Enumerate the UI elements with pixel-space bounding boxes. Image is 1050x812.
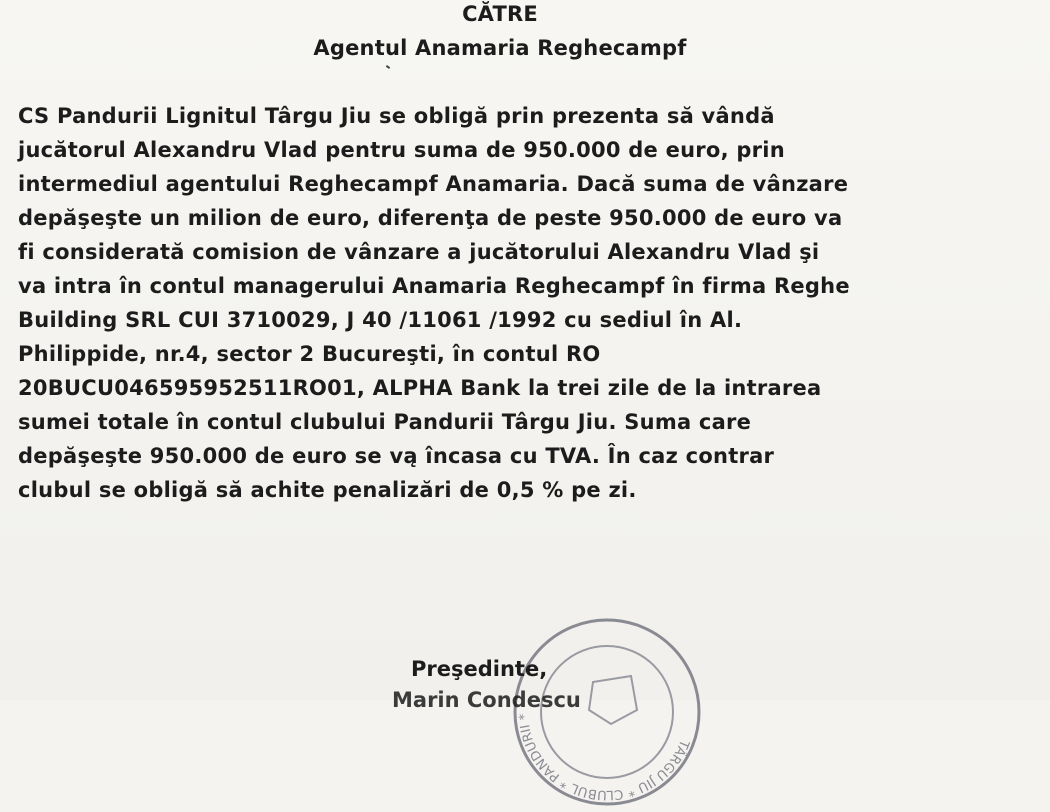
contract-body (18, 99, 1028, 507)
body-line: sumei totale în contul clubului Pandurii Târgu Jiu. Suma care (18, 410, 752, 434)
body-line: CS Pandurii Lignitul Târgu Jiu se obligă prin prezenta să vândă (18, 104, 775, 128)
body-line: clubul se obligă să achite penalizări de 0,5 % pe zi. (18, 478, 637, 502)
body-line: Philippide, nr.4, sector 2 Bucureşti, în contul RO (18, 342, 601, 366)
agent-name-heading: Agentul Anamaria Reghecampf (313, 36, 687, 60)
stamp-outer-ring (515, 620, 699, 804)
body-line: Building SRL CUI 3710029, J 40 /11061 /1992 cu sediul în Al. (18, 308, 743, 332)
stamp-emblem (589, 676, 637, 724)
body-line: va intra în contul managerului Anamaria Reghecampf în firma Reghe (18, 274, 850, 298)
club-stamp (507, 612, 707, 812)
stamp-ring-text: TÂRGU JIU * CLUBUL * PANDURII * (516, 713, 692, 803)
signature-name: Marin Condescu (392, 688, 581, 712)
signature-title: Preşedinte, (411, 657, 548, 681)
scan-speck (386, 65, 390, 69)
body-line: 20BUCU046595952511RO01, ALPHA Bank la trei zile de la intrarea (18, 376, 822, 400)
body-line: fi considerată comision de vânzare a jucătorului Alexandru Vlad şi (18, 240, 820, 264)
body-line: intermediul agentului Reghecampf Anamaria. Dacă suma de vânzare (18, 172, 849, 196)
stamp-inner-ring (541, 646, 673, 778)
body-line: jucătorul Alexandru Vlad pentru suma de 950.000 de euro, prin (18, 138, 785, 162)
body-line: depăşeşte un milion de euro, diferenţa de peste 950.000 de euro va (18, 206, 843, 230)
body-line: depăşeşte 950.000 de euro se vą încasa cu TVA. În caz contrar (18, 444, 775, 468)
recipient-heading: CĂTRE (462, 2, 538, 26)
